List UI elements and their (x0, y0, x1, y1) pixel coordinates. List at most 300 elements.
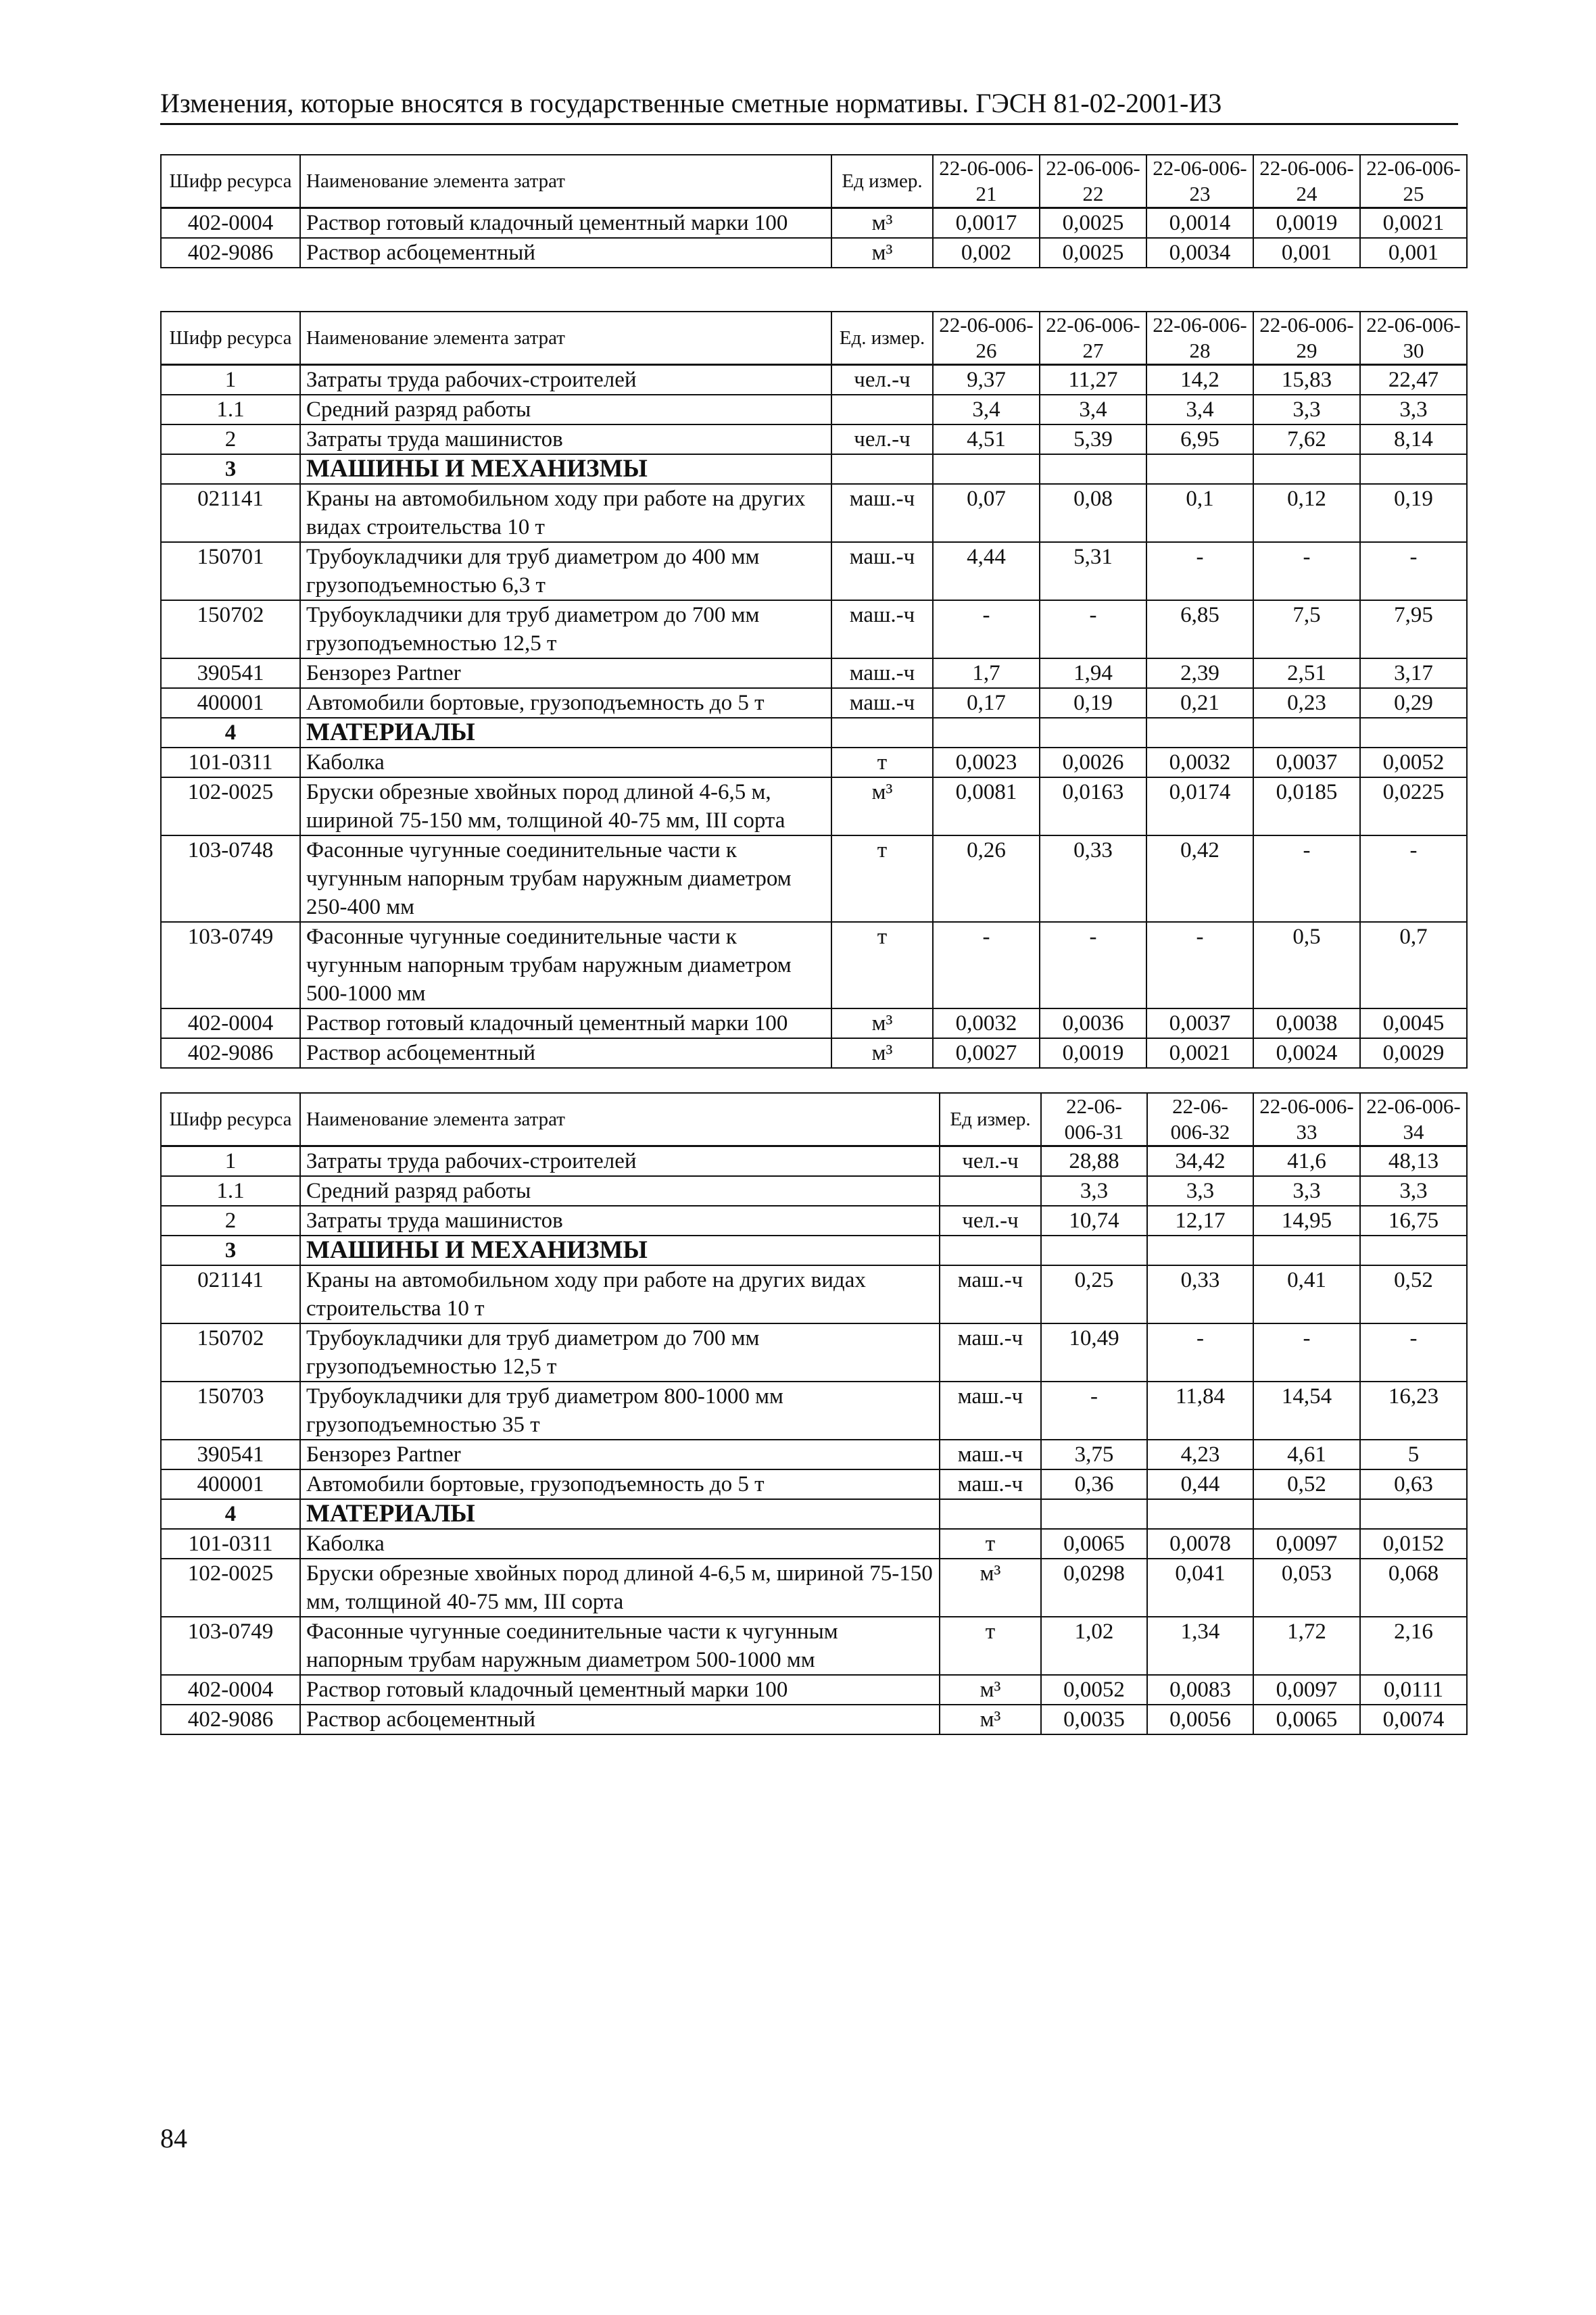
value-cell: 2,39 (1146, 658, 1253, 688)
resource-code-cell: 4 (161, 1499, 300, 1529)
resource-name-cell: Средний разряд работы (300, 1176, 940, 1206)
resource-code-cell: 402-9086 (161, 238, 300, 268)
resource-name-cell: МАШИНЫ И МЕХАНИЗМЫ (300, 1236, 940, 1265)
resource-name-cell: Краны на автомобильном ходу при работе на других видах строительства 10 т (300, 1265, 940, 1323)
value-cell: 0,26 (933, 835, 1040, 922)
value-cell: 0,0225 (1360, 777, 1467, 835)
resource-name-cell: Раствор готовый кладочный цементный марки 100 (300, 1675, 940, 1705)
value-cell: - (1040, 922, 1146, 1008)
header-norm-code-cell: 22-06-006-26 (933, 312, 1040, 365)
table-row (161, 1265, 1467, 1323)
value-cell (1147, 1236, 1253, 1265)
unit-cell (831, 718, 933, 748)
value-cell: 0,0032 (1146, 748, 1253, 777)
value-cell: 11,27 (1040, 365, 1146, 395)
unit-cell: маш.-ч (831, 542, 933, 600)
unit-cell: чел.-ч (831, 365, 933, 395)
table-header-row (161, 1093, 1467, 1146)
value-cell: 14,2 (1146, 365, 1253, 395)
value-cell (1146, 718, 1253, 748)
value-cell: 2,51 (1253, 658, 1360, 688)
unit-cell: маш.-ч (940, 1440, 1041, 1469)
value-cell: 6,95 (1146, 424, 1253, 454)
unit-cell (940, 1236, 1041, 1265)
value-cell: 10,74 (1041, 1206, 1147, 1236)
resource-name-cell: Трубоукладчики для труб диаметром до 400 мм грузоподъемностью 6,3 т (300, 542, 831, 600)
value-cell: 5 (1360, 1440, 1467, 1469)
resource-table-3 (160, 1092, 1468, 1735)
value-cell: 3,3 (1147, 1176, 1253, 1206)
value-cell: 0,068 (1360, 1559, 1467, 1617)
value-cell: 0,07 (933, 484, 1040, 542)
section-row (161, 1236, 1467, 1265)
value-cell: 0,053 (1253, 1559, 1360, 1617)
value-cell: 3,3 (1360, 1176, 1467, 1206)
value-cell: 11,84 (1147, 1382, 1253, 1440)
value-cell: 0,001 (1360, 238, 1467, 268)
value-cell: 0,63 (1360, 1469, 1467, 1499)
unit-cell: чел.-ч (831, 424, 933, 454)
value-cell: 7,62 (1253, 424, 1360, 454)
value-cell: 16,23 (1360, 1382, 1467, 1440)
value-cell: 0,002 (933, 238, 1040, 268)
table-row (161, 600, 1467, 658)
value-cell (1041, 1236, 1147, 1265)
table-row (161, 484, 1467, 542)
resource-code-cell: 402-0004 (161, 1008, 300, 1038)
value-cell (1360, 1236, 1467, 1265)
value-cell (1253, 718, 1360, 748)
resource-code-cell: 2 (161, 1206, 300, 1236)
value-cell: 0,0026 (1040, 748, 1146, 777)
value-cell (1041, 1499, 1147, 1529)
resource-name-cell: Бензорез Partner (300, 1440, 940, 1469)
value-cell (933, 454, 1040, 484)
header-unit-cell: Ед измер. (940, 1093, 1041, 1146)
value-cell: 1,94 (1040, 658, 1146, 688)
value-cell: 0,0025 (1040, 238, 1146, 268)
table-row (161, 1675, 1467, 1705)
value-cell: - (1253, 1323, 1360, 1382)
section-row (161, 1499, 1467, 1529)
value-cell: 0,17 (933, 688, 1040, 718)
header-norm-code-cell: 22-06-006-24 (1253, 155, 1360, 208)
unit-cell: т (940, 1617, 1041, 1675)
value-cell: 4,61 (1253, 1440, 1360, 1469)
value-cell: 1,72 (1253, 1617, 1360, 1675)
value-cell: 0,0029 (1360, 1038, 1467, 1068)
resource-code-cell: 2 (161, 424, 300, 454)
value-cell: 0,0023 (933, 748, 1040, 777)
value-cell: 0,0065 (1041, 1529, 1147, 1559)
resource-code-cell: 102-0025 (161, 1559, 300, 1617)
value-cell: 10,49 (1041, 1323, 1147, 1382)
header-norm-code-cell: 22-06-006-25 (1360, 155, 1467, 208)
resource-code-cell: 150702 (161, 600, 300, 658)
table-row (161, 1323, 1467, 1382)
value-cell: 7,5 (1253, 600, 1360, 658)
value-cell: 7,95 (1360, 600, 1467, 658)
header-norm-code-cell: 22-06-006-23 (1146, 155, 1253, 208)
resource-code-cell: 150701 (161, 542, 300, 600)
value-cell: 0,0163 (1040, 777, 1146, 835)
value-cell: 0,0021 (1146, 1038, 1253, 1068)
resource-name-cell: Раствор готовый кладочный цементный марки 100 (300, 1008, 831, 1038)
value-cell: 0,7 (1360, 922, 1467, 1008)
value-cell: 0,25 (1041, 1265, 1147, 1323)
value-cell: 1,34 (1147, 1617, 1253, 1675)
value-cell: 34,42 (1147, 1146, 1253, 1177)
unit-cell (831, 395, 933, 424)
table-row (161, 1529, 1467, 1559)
resource-code-cell: 3 (161, 454, 300, 484)
unit-cell: т (831, 748, 933, 777)
unit-cell: м³ (940, 1705, 1041, 1734)
resource-code-cell: 103-0749 (161, 922, 300, 1008)
unit-cell: м³ (940, 1559, 1041, 1617)
resource-name-cell: Фасонные чугунные соединительные части к чугунным напорным трубам наружным диаметром 500-1000 мм (300, 922, 831, 1008)
header-name-cell: Наименование элемента затрат (300, 312, 831, 365)
value-cell: 0,0081 (933, 777, 1040, 835)
value-cell: 0,0037 (1146, 1008, 1253, 1038)
header-code-cell: Шифр ресурса (161, 312, 300, 365)
resource-name-cell: Каболка (300, 1529, 940, 1559)
value-cell: - (1146, 922, 1253, 1008)
value-cell: - (1040, 600, 1146, 658)
table-row (161, 1469, 1467, 1499)
unit-cell: м³ (831, 1038, 933, 1068)
value-cell (1040, 718, 1146, 748)
value-cell: 0,52 (1360, 1265, 1467, 1323)
value-cell: 0,0014 (1146, 208, 1253, 239)
resource-code-cell: 102-0025 (161, 777, 300, 835)
value-cell: 28,88 (1041, 1146, 1147, 1177)
value-cell: 0,0052 (1360, 748, 1467, 777)
header-unit-cell: Ед. измер. (831, 312, 933, 365)
resource-code-cell: 150702 (161, 1323, 300, 1382)
resource-code-cell: 402-9086 (161, 1038, 300, 1068)
value-cell: 3,3 (1360, 395, 1467, 424)
resource-name-cell: Затраты труда машинистов (300, 424, 831, 454)
value-cell: 0,0038 (1253, 1008, 1360, 1038)
table-row (161, 1206, 1467, 1236)
resource-name-cell: Затраты труда рабочих-строителей (300, 1146, 940, 1177)
value-cell: 0,0034 (1146, 238, 1253, 268)
value-cell: - (933, 600, 1040, 658)
resource-name-cell: Краны на автомобильном ходу при работе на других видах строительства 10 т (300, 484, 831, 542)
value-cell: 0,0024 (1253, 1038, 1360, 1068)
resource-code-cell: 101-0311 (161, 1529, 300, 1559)
resource-code-cell: 150703 (161, 1382, 300, 1440)
table-row (161, 238, 1467, 268)
unit-cell: маш.-ч (831, 600, 933, 658)
resource-name-cell: Раствор асбоцементный (300, 1038, 831, 1068)
resource-table-1 (160, 154, 1468, 268)
value-cell: 3,3 (1253, 395, 1360, 424)
unit-cell (940, 1176, 1041, 1206)
table-row (161, 1382, 1467, 1440)
resource-code-cell: 402-0004 (161, 1675, 300, 1705)
value-cell: 0,0052 (1041, 1675, 1147, 1705)
value-cell: 22,47 (1360, 365, 1467, 395)
header-norm-code-cell: 22-06-006-31 (1041, 1093, 1147, 1146)
resource-name-cell: Затраты труда рабочих-строителей (300, 365, 831, 395)
resource-code-cell: 1.1 (161, 1176, 300, 1206)
value-cell: 0,19 (1040, 688, 1146, 718)
resource-name-cell: Трубоукладчики для труб диаметром до 700 мм грузоподъемностью 12,5 т (300, 600, 831, 658)
resource-name-cell: Раствор асбоцементный (300, 238, 831, 268)
value-cell: - (1360, 1323, 1467, 1382)
value-cell: - (1253, 835, 1360, 922)
value-cell: 0,1 (1146, 484, 1253, 542)
value-cell: 0,0036 (1040, 1008, 1146, 1038)
table-row (161, 658, 1467, 688)
resource-code-cell: 021141 (161, 1265, 300, 1323)
resource-code-cell: 400001 (161, 1469, 300, 1499)
section-row (161, 718, 1467, 748)
value-cell: 5,31 (1040, 542, 1146, 600)
value-cell: 6,85 (1146, 600, 1253, 658)
value-cell (1146, 454, 1253, 484)
resource-code-cell: 101-0311 (161, 748, 300, 777)
table-row (161, 1038, 1467, 1068)
header-norm-code-cell: 22-06-006-33 (1253, 1093, 1360, 1146)
header-norm-code-cell: 22-06-006-30 (1360, 312, 1467, 365)
header-norm-code-cell: 22-06-006-27 (1040, 312, 1146, 365)
unit-cell (831, 454, 933, 484)
header-norm-code-cell: 22-06-006-32 (1147, 1093, 1253, 1146)
unit-cell: т (940, 1529, 1041, 1559)
value-cell: 3,75 (1041, 1440, 1147, 1469)
table-row (161, 835, 1467, 922)
header-norm-code-cell: 22-06-006-29 (1253, 312, 1360, 365)
value-cell: 4,44 (933, 542, 1040, 600)
table-row (161, 542, 1467, 600)
value-cell: 0,0083 (1147, 1675, 1253, 1705)
unit-cell: чел.-ч (940, 1206, 1041, 1236)
unit-cell: м³ (831, 208, 933, 239)
value-cell: - (1360, 542, 1467, 600)
value-cell: 1,02 (1041, 1617, 1147, 1675)
value-cell (1040, 454, 1146, 484)
table-header-row (161, 312, 1467, 365)
resource-code-cell: 1 (161, 365, 300, 395)
resource-name-cell: Фасонные чугунные соединительные части к чугунным напорным трубам наружным диаметром 500-1000 мм (300, 1617, 940, 1675)
value-cell: - (1360, 835, 1467, 922)
resource-name-cell: МАШИНЫ И МЕХАНИЗМЫ (300, 454, 831, 484)
unit-cell: м³ (940, 1675, 1041, 1705)
unit-cell: маш.-ч (831, 688, 933, 718)
resource-code-cell: 021141 (161, 484, 300, 542)
value-cell: 0,33 (1040, 835, 1146, 922)
resource-name-cell: Раствор готовый кладочный цементный марки 100 (300, 208, 831, 239)
resource-code-cell: 3 (161, 1236, 300, 1265)
table-row (161, 922, 1467, 1008)
value-cell: - (1041, 1382, 1147, 1440)
section-row (161, 454, 1467, 484)
value-cell (1360, 454, 1467, 484)
value-cell: 48,13 (1360, 1146, 1467, 1177)
resource-name-cell: Каболка (300, 748, 831, 777)
value-cell: - (1146, 542, 1253, 600)
value-cell: 0,0027 (933, 1038, 1040, 1068)
table-row (161, 777, 1467, 835)
resource-code-cell: 1.1 (161, 395, 300, 424)
table-row (161, 1176, 1467, 1206)
resource-name-cell: Раствор асбоцементный (300, 1705, 940, 1734)
value-cell: 0,0152 (1360, 1529, 1467, 1559)
value-cell: 14,95 (1253, 1206, 1360, 1236)
value-cell: 0,23 (1253, 688, 1360, 718)
value-cell: 8,14 (1360, 424, 1467, 454)
value-cell (1253, 1236, 1360, 1265)
unit-cell: т (831, 835, 933, 922)
unit-cell: маш.-ч (831, 658, 933, 688)
value-cell (1360, 718, 1467, 748)
value-cell: 0,0185 (1253, 777, 1360, 835)
resource-code-cell: 103-0749 (161, 1617, 300, 1675)
unit-cell (940, 1499, 1041, 1529)
table-row (161, 748, 1467, 777)
table-row (161, 365, 1467, 395)
value-cell: 0,12 (1253, 484, 1360, 542)
resource-name-cell: Бензорез Partner (300, 658, 831, 688)
value-cell: 4,51 (933, 424, 1040, 454)
value-cell: 14,54 (1253, 1382, 1360, 1440)
resource-name-cell: Бруски обрезные хвойных пород длиной 4-6,5 м, шириной 75-150 мм, толщиной 40-75 мм, III сорта (300, 1559, 940, 1617)
value-cell (1360, 1499, 1467, 1529)
header-name-cell: Наименование элемента затрат (300, 155, 831, 208)
value-cell: 0,08 (1040, 484, 1146, 542)
value-cell: - (933, 922, 1040, 1008)
value-cell: 0,42 (1146, 835, 1253, 922)
unit-cell: маш.-ч (831, 484, 933, 542)
resource-code-cell: 390541 (161, 658, 300, 688)
value-cell: 0,0065 (1253, 1705, 1360, 1734)
value-cell: 0,0097 (1253, 1675, 1360, 1705)
header-unit-cell: Ед измер. (831, 155, 933, 208)
value-cell (933, 718, 1040, 748)
table-header-row (161, 155, 1467, 208)
unit-cell: м³ (831, 1008, 933, 1038)
value-cell: 0,0097 (1253, 1529, 1360, 1559)
value-cell: 16,75 (1360, 1206, 1467, 1236)
resource-name-cell: МАТЕРИАЛЫ (300, 718, 831, 748)
value-cell: 4,23 (1147, 1440, 1253, 1469)
value-cell: 41,6 (1253, 1146, 1360, 1177)
value-cell: 0,0056 (1147, 1705, 1253, 1734)
value-cell: 0,041 (1147, 1559, 1253, 1617)
value-cell: 0,5 (1253, 922, 1360, 1008)
table-row (161, 1146, 1467, 1177)
header-norm-code-cell: 22-06-006-21 (933, 155, 1040, 208)
value-cell: 0,0019 (1040, 1038, 1146, 1068)
resource-name-cell: Трубоукладчики для труб диаметром до 700 мм грузоподъемностью 12,5 т (300, 1323, 940, 1382)
value-cell (1253, 454, 1360, 484)
value-cell: 3,4 (1040, 395, 1146, 424)
value-cell: 0,36 (1041, 1469, 1147, 1499)
value-cell: 0,0174 (1146, 777, 1253, 835)
resource-code-cell: 103-0748 (161, 835, 300, 922)
header-code-cell: Шифр ресурса (161, 155, 300, 208)
unit-cell: т (831, 922, 933, 1008)
value-cell: 0,41 (1253, 1265, 1360, 1323)
value-cell: 0,19 (1360, 484, 1467, 542)
resource-name-cell: Трубоукладчики для труб диаметром 800-1000 мм грузоподъемностью 35 т (300, 1382, 940, 1440)
value-cell: 0,44 (1147, 1469, 1253, 1499)
resource-name-cell: Средний разряд работы (300, 395, 831, 424)
value-cell: 3,3 (1253, 1176, 1360, 1206)
value-cell: 0,33 (1147, 1265, 1253, 1323)
table-row (161, 424, 1467, 454)
value-cell: 0,0037 (1253, 748, 1360, 777)
value-cell: 9,37 (933, 365, 1040, 395)
header-norm-code-cell: 22-06-006-28 (1146, 312, 1253, 365)
table-row (161, 688, 1467, 718)
header-norm-code-cell: 22-06-006-22 (1040, 155, 1146, 208)
table-row (161, 208, 1467, 239)
unit-cell: маш.-ч (940, 1323, 1041, 1382)
resource-table-2 (160, 311, 1468, 1069)
table-row (161, 1559, 1467, 1617)
unit-cell: маш.-ч (940, 1265, 1041, 1323)
value-cell: 3,4 (933, 395, 1040, 424)
value-cell: 0,0045 (1360, 1008, 1467, 1038)
table-row (161, 1705, 1467, 1734)
resource-code-cell: 400001 (161, 688, 300, 718)
table-row (161, 1617, 1467, 1675)
value-cell (1147, 1499, 1253, 1529)
unit-cell: маш.-ч (940, 1469, 1041, 1499)
value-cell (1253, 1499, 1360, 1529)
unit-cell: м³ (831, 777, 933, 835)
value-cell: 0,52 (1253, 1469, 1360, 1499)
unit-cell: маш.-ч (940, 1382, 1041, 1440)
value-cell: 5,39 (1040, 424, 1146, 454)
page-header: Изменения, которые вносятся в государственные сметные нормативы. ГЭСН 81-02-2001-И3 (160, 87, 1458, 125)
value-cell: 0,0111 (1360, 1675, 1467, 1705)
header-name-cell: Наименование элемента затрат (300, 1093, 940, 1146)
resource-name-cell: Автомобили бортовые, грузоподъемность до 5 т (300, 1469, 940, 1499)
resource-code-cell: 402-0004 (161, 208, 300, 239)
value-cell: 3,17 (1360, 658, 1467, 688)
value-cell: 0,29 (1360, 688, 1467, 718)
value-cell: 0,21 (1146, 688, 1253, 718)
resource-name-cell: Затраты труда машинистов (300, 1206, 940, 1236)
unit-cell: чел.-ч (940, 1146, 1041, 1177)
value-cell: 0,0021 (1360, 208, 1467, 239)
value-cell: 0,0032 (933, 1008, 1040, 1038)
value-cell: 0,001 (1253, 238, 1360, 268)
resource-name-cell: Автомобили бортовые, грузоподъемность до 5 т (300, 688, 831, 718)
unit-cell: м³ (831, 238, 933, 268)
value-cell: 0,0019 (1253, 208, 1360, 239)
value-cell: 0,0298 (1041, 1559, 1147, 1617)
value-cell: - (1147, 1323, 1253, 1382)
resource-code-cell: 390541 (161, 1440, 300, 1469)
resource-code-cell: 402-9086 (161, 1705, 300, 1734)
value-cell: 0,0078 (1147, 1529, 1253, 1559)
header-code-cell: Шифр ресурса (161, 1093, 300, 1146)
value-cell: 0,0074 (1360, 1705, 1467, 1734)
value-cell: 15,83 (1253, 365, 1360, 395)
value-cell: 12,17 (1147, 1206, 1253, 1236)
table-row (161, 395, 1467, 424)
value-cell: - (1253, 542, 1360, 600)
header-norm-code-cell: 22-06-006-34 (1360, 1093, 1467, 1146)
resource-name-cell: Бруски обрезные хвойных пород длиной 4-6,5 м, шириной 75-150 мм, толщиной 40-75 мм, III сорта (300, 777, 831, 835)
resource-name-cell: МАТЕРИАЛЫ (300, 1499, 940, 1529)
